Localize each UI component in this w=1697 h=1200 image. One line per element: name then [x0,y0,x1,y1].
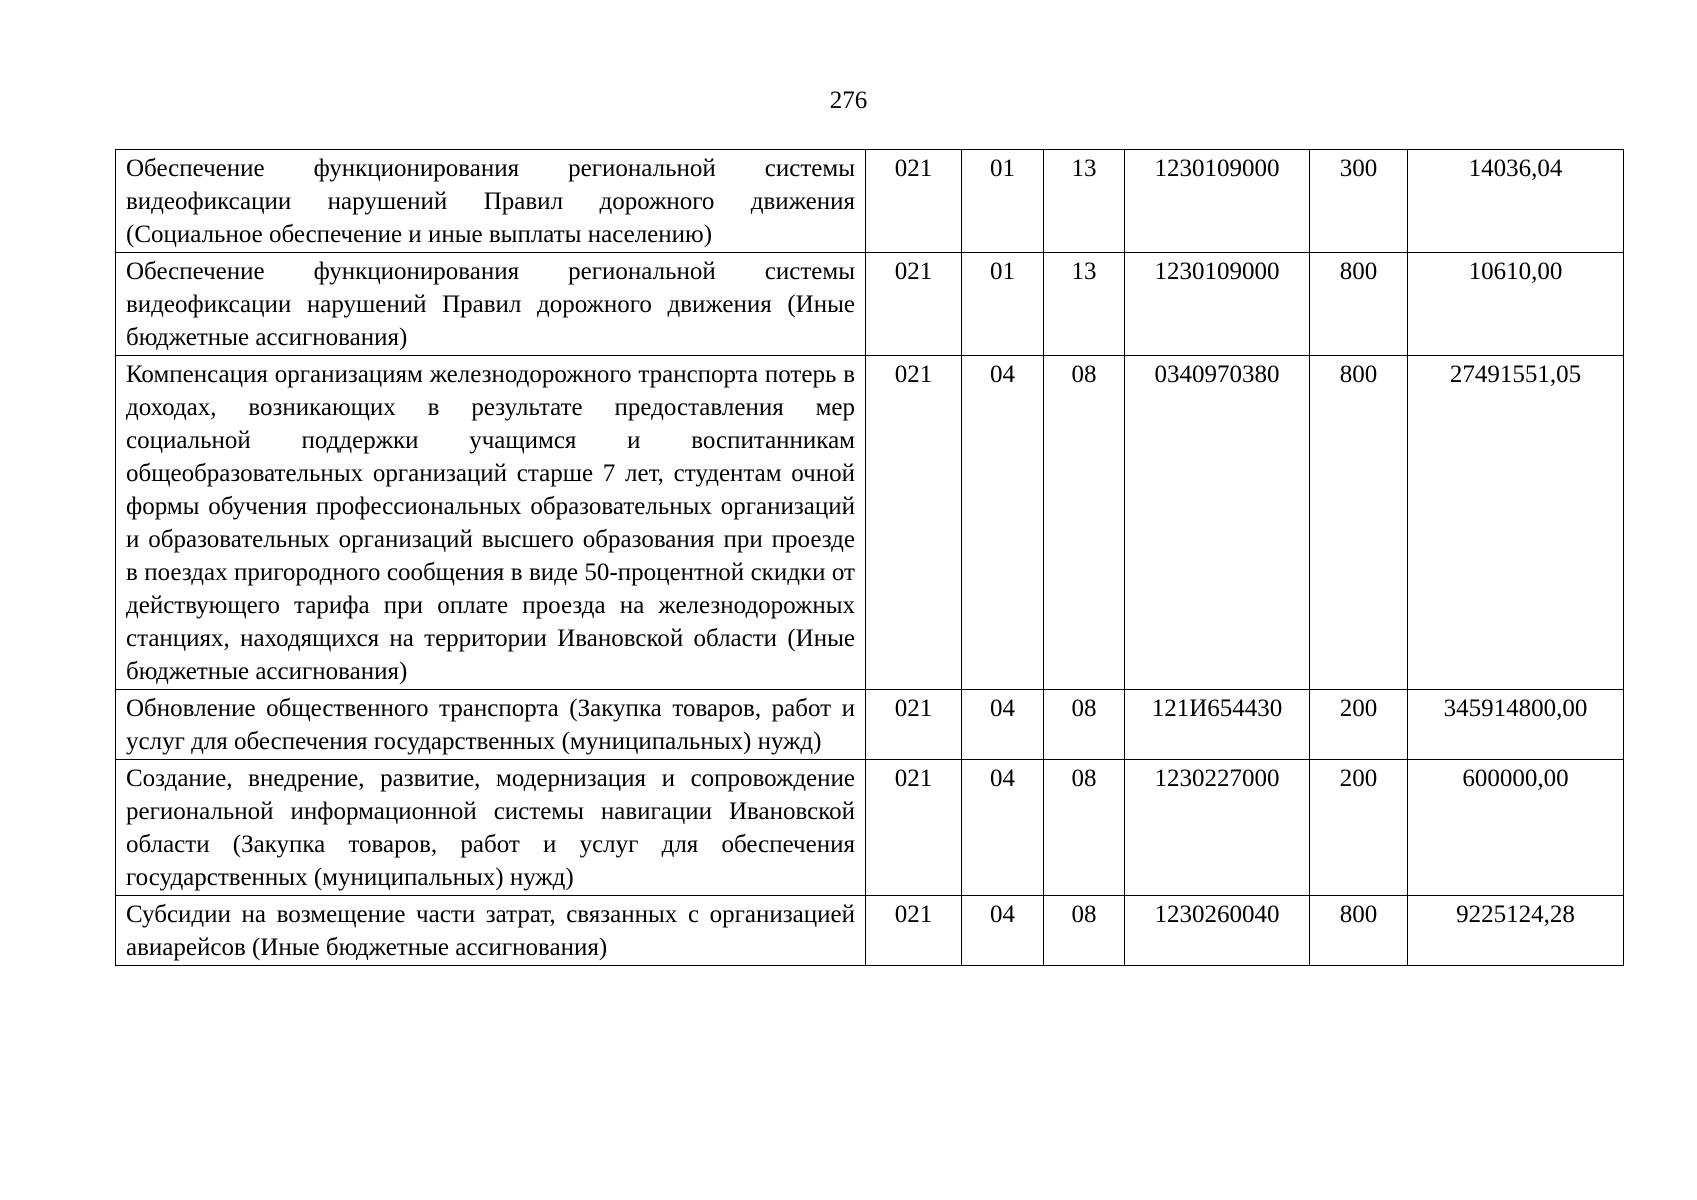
subsection-code: 08 [1044,896,1125,966]
expense-type-code: 800 [1310,253,1408,356]
subsection-code: 13 [1044,253,1125,356]
row-description: Субсидии на возмещение части затрат, связанных с организацией авиарейсов (Иные бюджетные ассигнования) [116,896,866,966]
table-row [116,150,1624,253]
ministry-code: 021 [866,896,962,966]
table-row [116,356,1624,690]
target-article-code: 121И654430 [1125,690,1310,760]
ministry-code: 021 [866,356,962,690]
section-code: 04 [962,690,1044,760]
expense-type-code: 300 [1310,150,1408,253]
section-code: 04 [962,356,1044,690]
amount-value: 345914800,00 [1408,690,1624,760]
section-code: 01 [962,150,1044,253]
subsection-code: 08 [1044,760,1125,896]
page-number: 276 [829,87,868,114]
amount-value: 27491551,05 [1408,356,1624,690]
row-description: Обеспечение функционирования региональной системы видеофиксации нарушений Правил дорожного движения (Иные бюджетные ассигнования) [116,253,866,356]
amount-value: 9225124,28 [1408,896,1624,966]
expense-type-code: 800 [1310,356,1408,690]
section-code: 04 [962,760,1044,896]
ministry-code: 021 [866,760,962,896]
expense-type-code: 200 [1310,690,1408,760]
row-description: Компенсация организациям железнодорожного транспорта потерь в доходах, возникающих в результате предоставления мер социальной поддержки учащимся и воспитанникам общеобразовательных организаций старше 7 лет, студентам очной формы обучения профессиональных образовательных организаций и образовательных организаций высшего образования при проезде в поездах пригородного сообщения в виде 50-процентной скидки от действующего тарифа при оплате проезда на железнодорожных станциях, находящихся на территории Ивановской области (Иные бюджетные ассигнования) [116,356,866,690]
row-description: Обновление общественного транспорта (Закупка товаров, работ и услуг для обеспечения государственных (муниципальных) нужд) [116,690,866,760]
section-code: 04 [962,896,1044,966]
row-description: Создание, внедрение, развитие, модернизация и сопровождение региональной информационной системы навигации Ивановской области (Закупка товаров, работ и услуг для обеспечения государственных (муниципальных) нужд) [116,760,866,896]
target-article-code: 1230109000 [1125,150,1310,253]
expense-type-code: 200 [1310,760,1408,896]
subsection-code: 08 [1044,690,1125,760]
target-article-code: 1230260040 [1125,896,1310,966]
table-row [116,690,1624,760]
table-row [116,896,1624,966]
target-article-code: 1230227000 [1125,760,1310,896]
table-row [116,760,1624,896]
amount-value: 14036,04 [1408,150,1624,253]
ministry-code: 021 [866,690,962,760]
budget-table [115,149,1624,966]
amount-value: 10610,00 [1408,253,1624,356]
target-article-code: 1230109000 [1125,253,1310,356]
ministry-code: 021 [866,150,962,253]
target-article-code: 0340970380 [1125,356,1310,690]
subsection-code: 13 [1044,150,1125,253]
expense-type-code: 800 [1310,896,1408,966]
amount-value: 600000,00 [1408,760,1624,896]
ministry-code: 021 [866,253,962,356]
section-code: 01 [962,253,1044,356]
row-description: Обеспечение функционирования региональной системы видеофиксации нарушений Правил дорожного движения (Социальное обеспечение и иные выплаты населению) [116,150,866,253]
subsection-code: 08 [1044,356,1125,690]
table-row [116,253,1624,356]
